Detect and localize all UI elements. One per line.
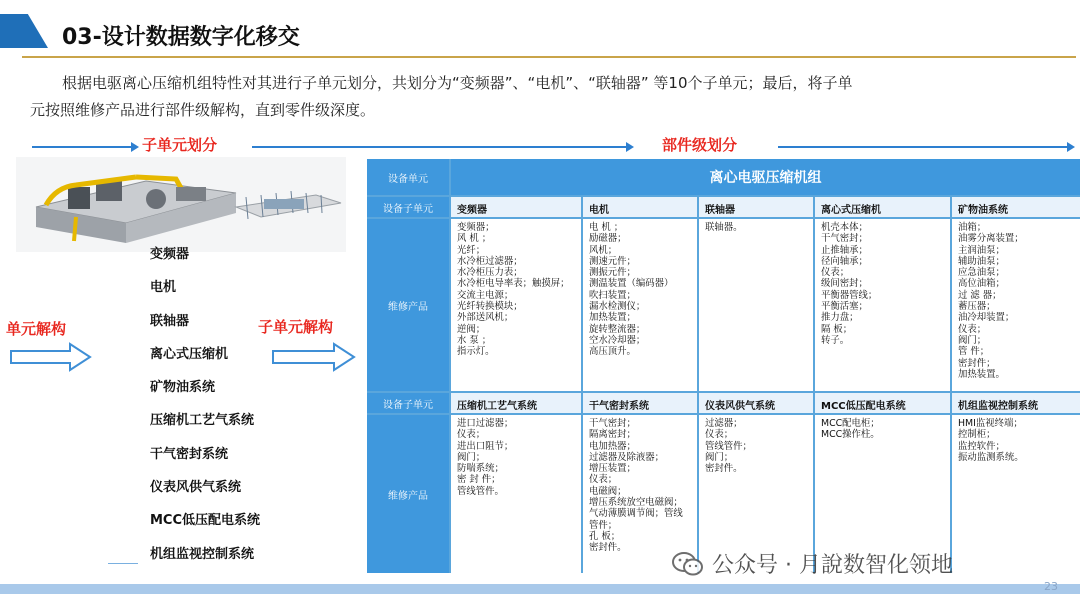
cell-line: 仪表；: [705, 429, 734, 441]
cell-line: 漏水检测仪；: [589, 301, 646, 313]
list-item: 干气密封系统: [150, 446, 229, 462]
sub-unit-division-label: 子单元划分: [142, 136, 218, 154]
cell-line: 阀门；: [457, 451, 486, 463]
cell-line: 空水冷却器；: [589, 334, 646, 346]
table-cell: [952, 219, 1080, 391]
cell-line: 气动薄膜调节阀；管线: [589, 508, 683, 520]
table-header-cell: 联轴器: [699, 197, 813, 217]
table-header-cell: 离心式压缩机: [815, 197, 950, 217]
cell-line: 蓄压器；: [958, 301, 996, 313]
cell-line: 仪表；: [821, 267, 850, 279]
list-item: 联轴器: [150, 313, 190, 329]
cell-line: 油箱；: [958, 222, 987, 233]
cell-line: 测速元件；: [589, 255, 636, 267]
cell-line: 径向轴承；: [821, 255, 868, 267]
cell-line: 仪表；: [958, 323, 987, 335]
header-divider: [22, 56, 1076, 58]
table-cell: [451, 415, 581, 573]
cell-line: MCC配电柜；: [821, 418, 880, 429]
cell-line: 油雾分离装置；: [958, 233, 1024, 245]
cell-line: 振动监测系统。: [958, 451, 1024, 463]
product-label: 维修产品: [367, 219, 449, 391]
cell-line: 电磁阀；: [589, 485, 627, 497]
list-item: 电机: [150, 280, 177, 296]
watermark: [672, 548, 953, 579]
table-cell: [699, 219, 813, 391]
cell-line: 辅助油泵；: [958, 255, 1005, 267]
table-header-cell: 仪表风供气系统: [699, 393, 813, 413]
cell-line: 干气密封；: [589, 418, 636, 429]
cell-line: 机壳本体；: [821, 222, 868, 233]
sub-unit-deconstruct-arrow-icon: [272, 342, 356, 372]
cell-line: 防喘系统；: [457, 463, 504, 475]
table-cell: [451, 219, 581, 391]
table-header-cell: 电机: [583, 197, 697, 217]
cell-line: 密 封 件；: [457, 474, 501, 486]
cell-line: 联轴器。: [705, 222, 743, 233]
cell-line: 测振元件；: [589, 267, 636, 279]
cell-line: 过滤器；: [705, 418, 743, 429]
list-item: 机组监视控制系统: [150, 546, 255, 562]
cell-line: 止推轴承；: [821, 244, 868, 256]
cell-line: 变频器；: [457, 222, 495, 233]
page-number: 23: [1044, 580, 1058, 593]
footer-bar: [0, 584, 1080, 594]
cell-line: 吹扫装置；: [589, 289, 636, 301]
cell-line: 水冷柜压力表；: [457, 267, 523, 279]
product-label: 维修产品: [367, 415, 449, 573]
cell-line: 平衡器管线；: [821, 289, 878, 301]
cell-line: 励磁器；: [589, 233, 627, 245]
cell-line: 密封件。: [705, 463, 743, 475]
cell-line: 电加热器；: [589, 440, 636, 452]
cell-line: 孔 板；: [589, 530, 621, 542]
unit-deconstruct-arrow-icon: [10, 342, 92, 372]
cell-line: 推力盘；: [821, 312, 859, 324]
cell-line: 仪表；: [589, 474, 618, 486]
list-item: MCC低压配电系统: [150, 513, 261, 529]
table-cell: [815, 219, 950, 391]
component-division-label: 部件级划分: [662, 136, 738, 154]
cell-line: 过 滤 器；: [958, 289, 1002, 301]
cell-line: 高位油箱；: [958, 278, 1005, 290]
equipment-unit-value: 离心电驱压缩机组: [451, 159, 1080, 195]
cell-line: 风 机 ；: [457, 233, 492, 245]
cell-line: 控制柜；: [958, 429, 996, 441]
cell-line: 管件；: [589, 519, 618, 531]
intro-paragraph: [30, 70, 1060, 124]
cell-line: 转子。: [821, 334, 850, 346]
cell-line: 水冷柜过滤器；: [457, 255, 523, 267]
cell-line: 监控软件；: [958, 440, 1005, 452]
sub-unit-deconstruct-label: 子单元解构: [258, 318, 334, 336]
cell-line: 电 机 ；: [589, 222, 624, 233]
cell-line: 水冷柜电导率表；触摸屏；: [457, 278, 570, 290]
watermark-text: 公众号 · 月說数智化领地: [712, 553, 953, 578]
list-item: 矿物油系统: [150, 380, 216, 396]
sub-unit-list: [150, 244, 260, 577]
table-header-cell: 干气密封系统: [583, 393, 697, 413]
unit-deconstruct-label: 单元解构: [6, 320, 67, 338]
component-table: [367, 159, 1080, 573]
cell-line: 交流主电源；: [457, 289, 514, 301]
cell-line: 密封件。: [589, 542, 627, 554]
sub-unit-label: 设备子单元: [367, 393, 449, 413]
cell-line: 测温装置（编码器）: [589, 278, 674, 290]
cell-line: 隔离密封；: [589, 429, 636, 441]
table-header-cell: 机组监视控制系统: [952, 393, 1080, 413]
cell-line: 逆阀；: [457, 323, 486, 335]
cell-line: 进口过滤器；: [457, 418, 514, 429]
compressor-unit-image: [16, 157, 346, 252]
list-item: 变频器: [150, 247, 190, 262]
intro-line-2: 元按照维修产品进行部件级解构，直到零件级深度。: [30, 101, 376, 119]
cell-line: 指示灯。: [457, 346, 495, 358]
cell-line: 管线管件；: [705, 440, 752, 452]
page-title: 03-设计数据数字化移交: [62, 25, 300, 50]
cell-line: 平衡活塞；: [821, 301, 868, 313]
cell-line: 管线管件。: [457, 485, 504, 497]
cell-line: 应急油泵；: [958, 267, 1005, 279]
cell-line: 仪表；: [457, 429, 486, 441]
cell-line: 干气密封；: [821, 233, 868, 245]
cell-line: 风机；: [589, 244, 618, 256]
cell-line: 阀门；: [958, 334, 987, 346]
cell-line: 增压装置；: [589, 463, 636, 475]
cell-line: 光纤转换模块；: [457, 301, 523, 313]
cell-line: 加热装置。: [958, 368, 1005, 380]
cell-line: 隔 板；: [821, 323, 853, 335]
cell-line: 光纤；: [457, 244, 486, 256]
cell-line: 管 件；: [958, 346, 990, 358]
table-header-cell: MCC低压配电系统: [815, 393, 950, 413]
cell-line: 加热装置；: [589, 312, 636, 324]
list-item: 离心式压缩机: [150, 346, 229, 362]
equipment-unit-label: 设备单元: [367, 159, 449, 195]
cell-line: MCC操作柱。: [821, 429, 880, 441]
cell-line: 高压顶升。: [589, 346, 636, 358]
table-cell: [583, 219, 697, 391]
intro-line-1: 根据电驱离心压缩机组特性对其进行子单元划分，共划分为“变频器”、“电机”、“联轴器” 等10个子单元；最后，将子单: [62, 74, 853, 92]
cell-line: HMI监视终端；: [958, 418, 1023, 429]
cell-line: 旋转整流器；: [589, 323, 646, 335]
flow-arrow-middle: [252, 146, 627, 148]
list-marker: [108, 563, 138, 564]
list-item: 仪表风供气系统: [150, 480, 242, 496]
cell-line: 进出口阻节；: [457, 440, 514, 452]
flow-arrow-right: [778, 146, 1068, 148]
cell-line: 主润油泵；: [958, 244, 1005, 256]
cell-line: 过滤器及除液器；: [589, 451, 665, 463]
wechat-icon: [672, 551, 704, 577]
header-accent-tab: [0, 14, 48, 48]
cell-line: 外部送风机；: [457, 312, 514, 324]
list-item: 压缩机工艺气系统: [150, 413, 255, 429]
sub-unit-label: 设备子单元: [367, 197, 449, 217]
table-header-cell: 压缩机工艺气系统: [451, 393, 581, 413]
table-header-cell: 变频器: [451, 197, 581, 217]
cell-line: 增压系统放空电磁阀；: [589, 497, 683, 509]
table-header-cell: 矿物油系统: [952, 197, 1080, 217]
flow-arrow-left: [32, 146, 132, 148]
table-cell: [952, 415, 1080, 573]
cell-line: 阀门；: [705, 451, 734, 463]
cell-line: 水 泵 ；: [457, 334, 492, 346]
cell-line: 油冷却装置；: [958, 312, 1015, 324]
cell-line: 密封件；: [958, 357, 996, 369]
cell-line: 级间密封；: [821, 278, 868, 290]
